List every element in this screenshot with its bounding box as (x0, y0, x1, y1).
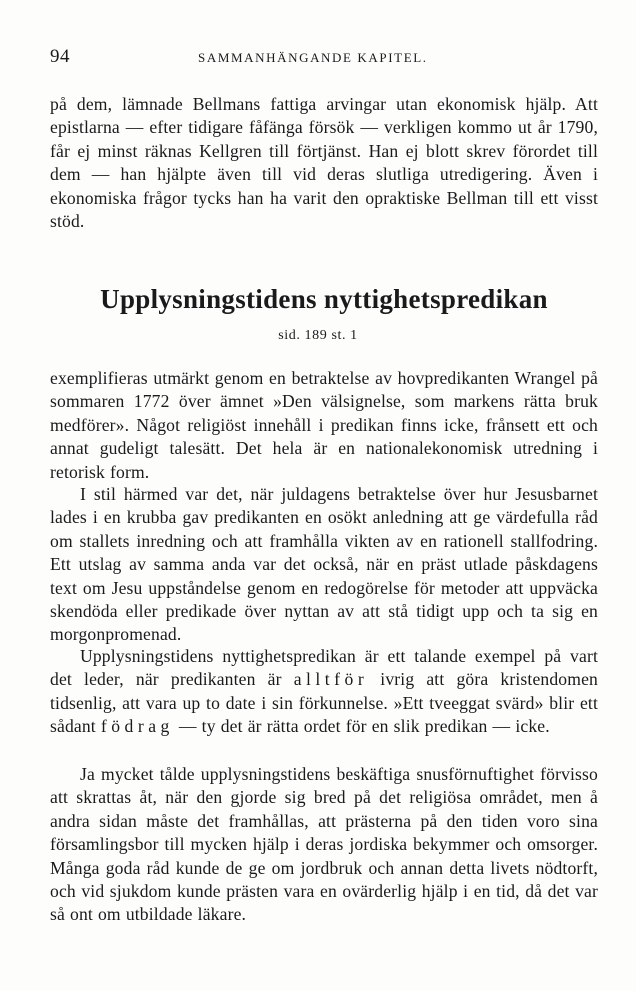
emphasis-alltfor: alltför (293, 669, 369, 690)
section-reference: sid. 189 st. 1 (278, 328, 358, 343)
paragraph-4-text-c: ivrig att göra kristendomen tidsenlig, att vara up to date i sin förkunnelse. »Ett tveeggat svärd» blir ett sådant (50, 669, 598, 737)
running-title: SAMMANHÄNGANDE KAPITEL. (198, 50, 428, 65)
paragraph-3: I stil härmed var det, när juldagens betraktelse över hur Jesusbarnet lades i en krubba gav predikanten en osökt anledning att ge värdefulla råd om stallets inredning och att framhålla vikten av en rationell stallfodring. Ett utslag av samma anda var det också, när en präst utlade påskdagens text om Jesu uppståndelse genom en redogörelse för metoder att uppväcka skendöda eller predikade över nyttan av att stå tidigt upp och ta sig en morgonpromenad. (50, 484, 598, 645)
paragraph-4-text-a: Upplysningstidens nyttighetspredikan är ett talande exempel på vart det leder, när predikanten är (50, 646, 598, 690)
paragraph-1: på dem, lämnade Bellmans fattiga arvingar utan ekonomisk hjälp. Att epistlarna — efter tidigare fåfänga försök — verkligen kommo ut år 1790, får ej minst räknas Kellgren till förtjänst. Han ej blott skrev förordet till dem — han hjälpte även till vid deras slutliga utredigering. Även i ekonomiska frågor tycks han ha varit den opraktiske Bellman till ett visst stöd. (50, 94, 598, 232)
emphasis-fordrag: födrag (100, 716, 174, 737)
section-title: Upplysningstidens nyttighetspredikan (100, 284, 548, 314)
paragraph-4 (50, 645, 598, 739)
paragraph-5: Ja mycket tålde upplysningstidens beskäftiga snusförnuftighet förvisso att skrattas åt, när den gjorde sig bred på det religiösa området, men å andra sidan måste det framhållas, att prästerna på den tiden voro sina församlingsbor till mycken hjälp i deras jordiska bekymmer och omsorger. Många goda råd kunde de ge om jordbruk och annan detta livets nödtorft, och vid sjukdom kunde prästen vara en ovärderlig hjälp i en tid, då det var så ont om utbildade läkare. (50, 764, 598, 925)
paragraph-2: exemplifieras utmärkt genom en betraktelse av hovpredikanten Wrangel på sommaren 1772 över ämnet »Den välsignelse, som markens rätta bruk medförer». Något religiöst innehåll i predikan finns icke, frånsett ett och annat gudeligt talesätt. Det hela är en nationalekonomisk utredning i retorisk form. (50, 368, 598, 482)
paragraph-4-text-e: — ty det är rätta ordet för en slik predikan — icke. (173, 716, 550, 737)
page-header (50, 46, 598, 70)
page-number: 94 (50, 46, 70, 67)
